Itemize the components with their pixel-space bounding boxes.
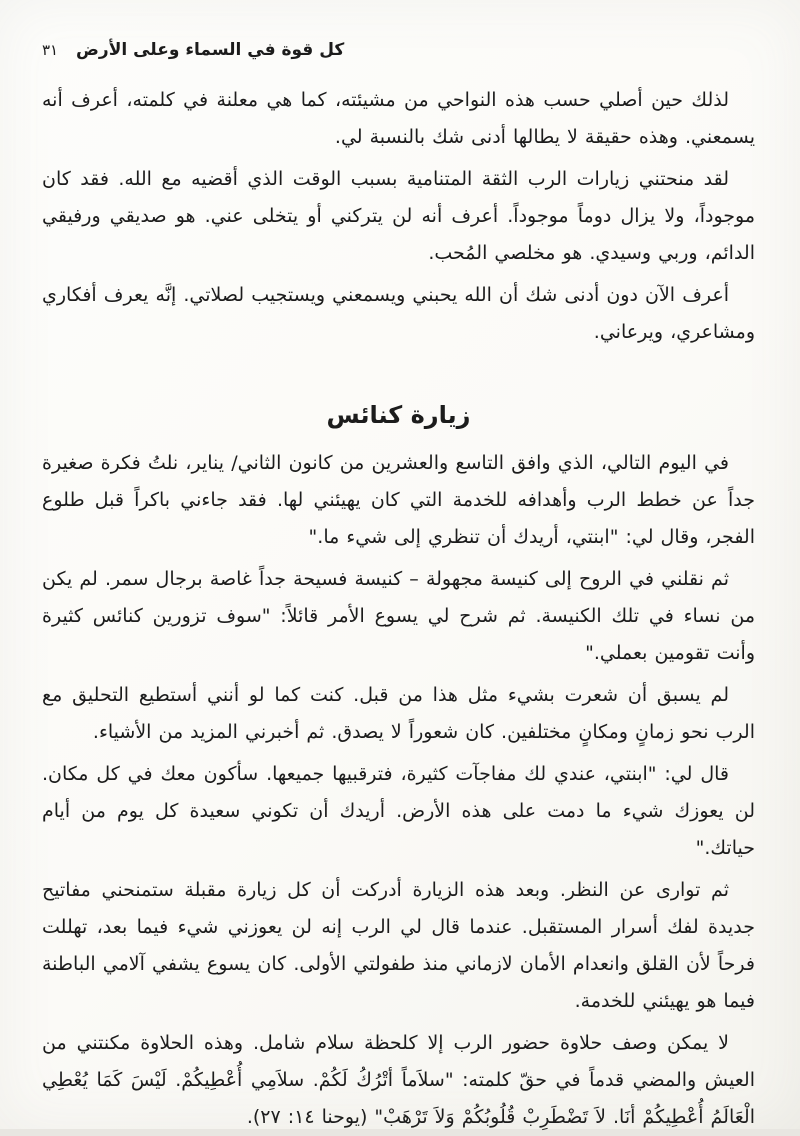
section-heading: زيارة كنائس <box>326 401 471 429</box>
paragraph: قال لي: "ابنتي، عندي لك مفاجآت كثيرة، فترقبيها جميعها. سأكون معك في كل مكان. لن يعوزك شيء ما دمت على هذه الأرض. أريدك أن تكوني سعيدة كل يوم من أيام حياتك." <box>42 763 755 859</box>
paragraph scripture-quote-paragraph: لا يمكن وصف حلاوة حضور الرب إلا كلحظة سلام شامل. وهذه الحلاوة مكنتني من العيش والمضي قدماً في حقّ كلمته: "سلاَماً أتْرُكُ لَكُمْ. سلاَمِي أُعْطِيكُمْ. لَيْسَ كَمَا يُعْطِي الْعَالَمُ أُعْطِيكُمْ أنَا. لاَ تَضْطَرِبْ قُلُوبُكُمْ وَلاَ تَرْهَبْ" (يوحنا ١٤: ٢٧). <box>42 1032 755 1128</box>
running-head <box>42 40 755 60</box>
paragraph: ثم نقلني في الروح إلى كنيسة مجهولة – كنيسة فسيحة جداً غاصة برجال سمر. لم يكن من نساء في تلك الكنيسة. ثم شرح لي يسوع الأمر قائلاً: "سوف تزورين كنائس كثيرة وأنت تقومين بعملي." <box>42 568 755 664</box>
page-number: ٣١ <box>42 41 59 59</box>
paragraph: لقد منحتني زيارات الرب الثقة المتنامية بسبب الوقت الذي أقضيه مع الله. فقد كان موجوداً، ولا يزال دوماً موجوداً. أعرف أنه لن يتركني أو يتخلى عني. هو صديقي ورفيقي الدائم، وربي وسيدي. هو مخلصي المُحب. <box>42 168 755 264</box>
paragraph: لذلك حين أصلي حسب هذه النواحي من مشيئته، كما هي معلنة في كلمته، أعرف أنه يسمعني. وهذه حقيقة لا يطالها أدنى شك بالنسبة لي. <box>42 89 755 148</box>
paragraph: في اليوم التالي، الذي وافق التاسع والعشرين من كانون الثاني/ يناير، نلتُ فكرة صغيرة جداً عن خطط الرب وأهدافه للخدمة التي كان يهيئني لها. فقد جاءني باكراً قبل طلوع الفجر، وقال لي: "ابنتي، أريدك أن تنظري إلى شيء ما." <box>42 452 755 548</box>
chapter-title: كل قوة في السماء وعلى الأرض <box>76 40 345 60</box>
paragraph: لم يسبق أن شعرت بشيء مثل هذا من قبل. كنت كما لو أنني أستطيع التحليق مع الرب نحو زمانٍ ومكانٍ مختلفين. كان شعوراً لا يصدق. ثم أخبرني المزيد من الأشياء. <box>42 684 755 743</box>
paragraph: ثم توارى عن النظر. وبعد هذه الزيارة أدركت أن كل زيارة مقبلة ستمنحني مفاتيح جديدة لفك أسرار المستقبل. عندما قال لي الرب إنه لن يعوزني شيء فيما بعد، تهللت فرحاً لأن القلق وانعدام الأمان لازماني منذ طفولتي الأولى. كان يسوع يشفي آلامي الباطنة فيما هو يهيئني للخدمة. <box>42 879 755 1012</box>
paragraph: أعرف الآن دون أدنى شك أن الله يحبني ويسمعني ويستجيب لصلاتي. إنَّه يعرف أفكاري ومشاعري، ويرعاني. <box>42 284 755 343</box>
